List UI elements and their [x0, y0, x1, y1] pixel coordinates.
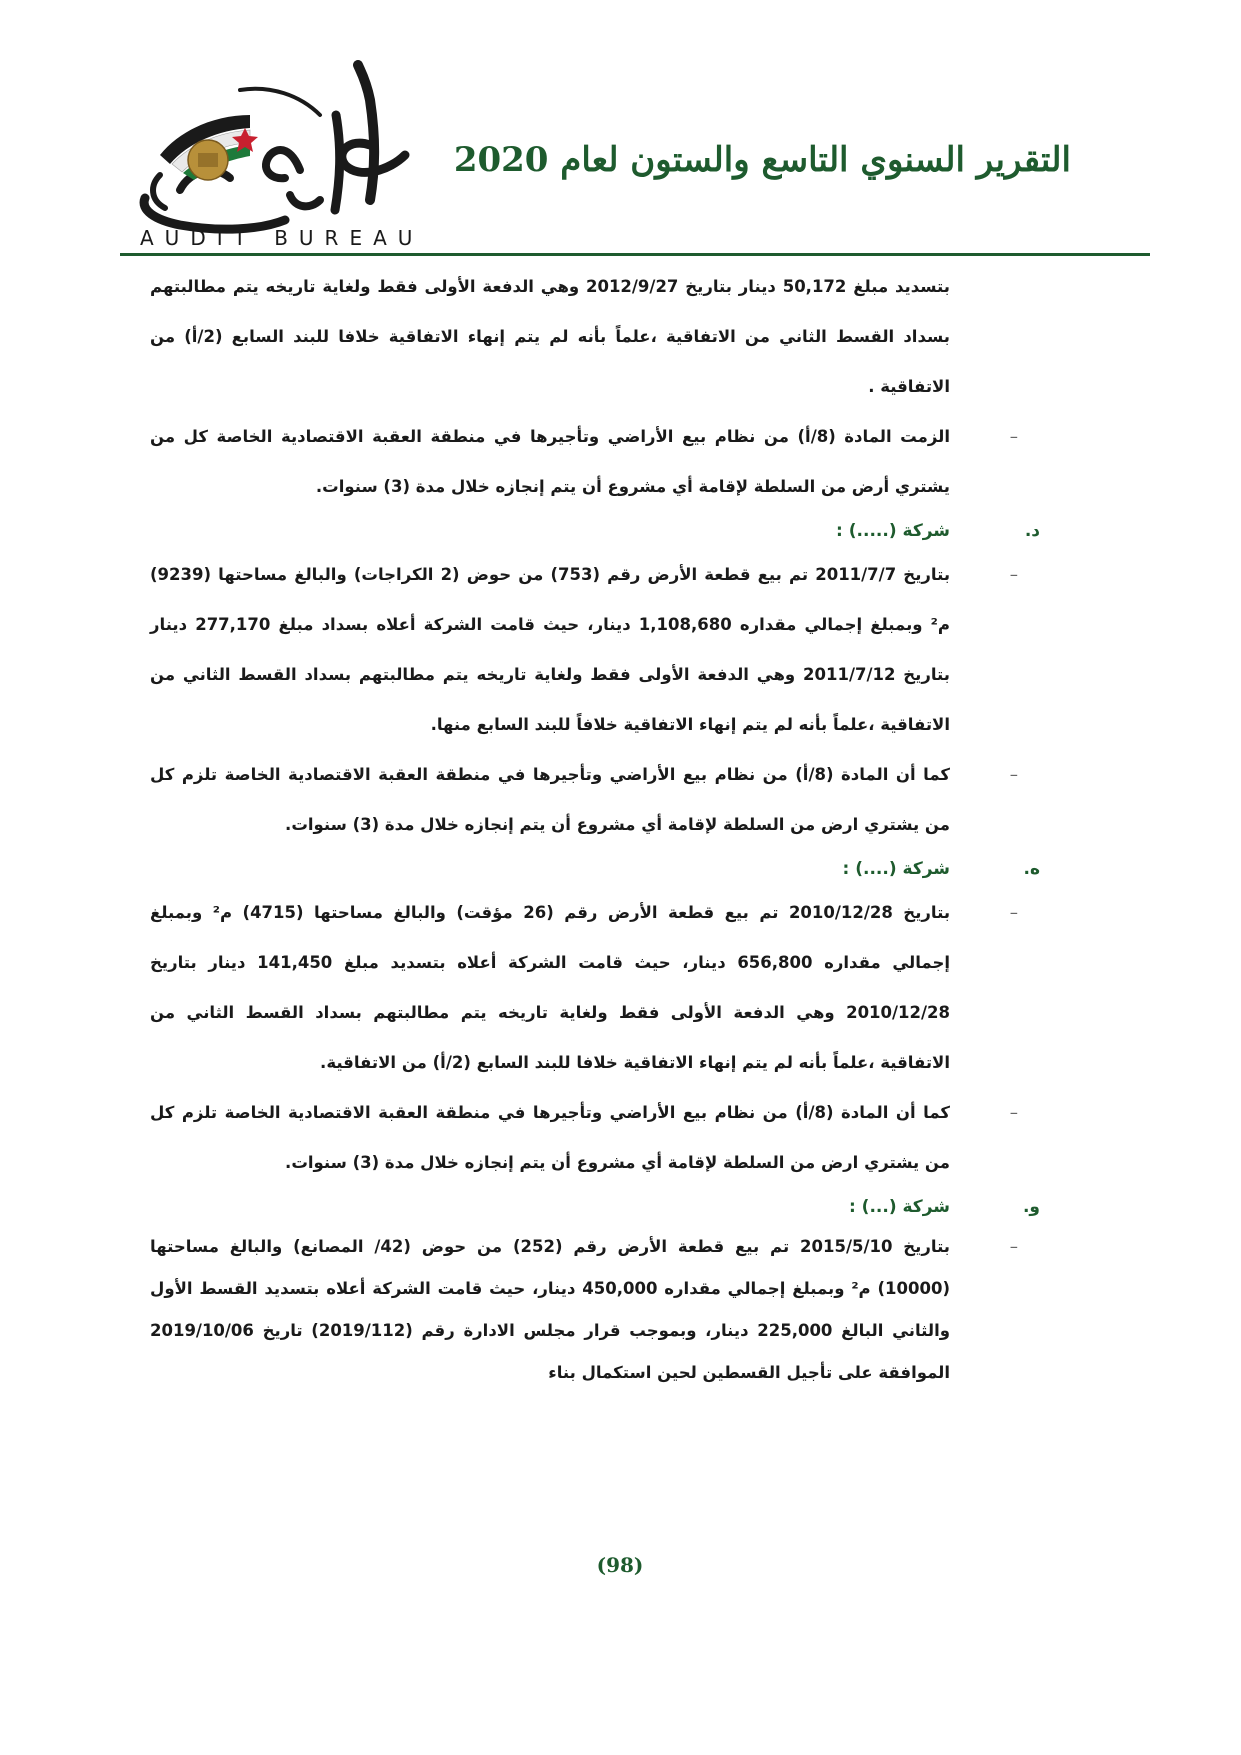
bullet-dash: –	[1009, 765, 1018, 784]
bullet-text: بتاريخ 2015/5/10 تم بيع قطعة الأرض رقم (252) من حوض (42/ المصانع) والبالغ مساحتها (10000) م² وبمبلغ إجمالي مقداره 450,000 دينار، حيث قامت الشركة أعلاه بتسديد القسط الأول والثاني البالغ 225,000 دينار، وبموجب قرار مجلس الادارة رقم (2019/112) تاريخ 2019/10/06 الموافقة على تأجيل القسطين لحين استكمال بناء	[150, 1237, 951, 1382]
section-letter: و.	[1022, 1197, 1040, 1217]
bullet-item	[150, 888, 1018, 1088]
bullet-item	[150, 1088, 1018, 1188]
bullet-dash: –	[1009, 427, 1018, 446]
header-divider	[120, 253, 1150, 256]
report-title: التقرير السنوي التاسع والستون لعام 2020	[453, 140, 1071, 180]
bullet-text: الزمت المادة (8/أ) من نظام بيع الأراضي وتأجيرها في منطقة العقبة الاقتصادية الخاصة كل من يشتري أرض من السلطة لإقامة أي مشروع أن يتم إنجازه خلال مدة (3) سنوات.	[150, 427, 950, 496]
section-label: شركة (.....) :	[836, 521, 950, 541]
bullet-item	[150, 412, 1018, 512]
section-heading-d	[150, 512, 1040, 550]
section-heading-w	[150, 1188, 1040, 1226]
bullet-dash: –	[1009, 903, 1018, 922]
section-letter: د.	[1024, 521, 1040, 541]
page-number: (98)	[596, 1553, 644, 1577]
logo-caption: AUDIT BUREAU	[140, 226, 424, 250]
bullet-item	[150, 750, 1018, 850]
section-label: شركة (....) :	[842, 859, 950, 879]
bullet-item	[150, 1226, 1018, 1394]
bullet-dash: –	[1009, 1103, 1018, 1122]
bullet-text: كما أن المادة (8/أ) من نظام بيع الأراضي وتأجيرها في منطقة العقبة الاقتصادية الخاصة تلزم كل من يشتري ارض من السلطة لإقامة أي مشروع أن يتم إنجازه خلال مدة (3) سنوات.	[150, 765, 950, 834]
audit-bureau-logo	[120, 60, 424, 250]
bullet-item	[150, 550, 1018, 750]
paragraph-continuation: بتسديد مبلغ 50,172 دينار بتاريخ 2012/9/27 وهي الدفعة الأولى فقط ولغاية تاريخه يتم مطالبتهم بسداد القسط الثاني من الاتفاقية ،علماً بأنه لم يتم إنهاء الاتفاقية خلافا للبند السابع (2/أ) من الاتفاقية .	[150, 277, 950, 396]
section-heading-e	[150, 850, 1040, 888]
report-body	[150, 262, 1040, 1394]
bullet-dash: –	[1009, 565, 1018, 584]
bullet-text: بتاريخ 2010/12/28 تم بيع قطعة الأرض رقم (26 مؤقت) والبالغ مساحتها (4715) م² وبمبلغ إجمالي مقداره 656,800 دينار، حيث قامت الشركة أعلاه بتسديد مبلغ 141,450 دينار بتاريخ 2010/12/28 وهي الدفعة الأولى فقط ولغاية تاريخه يتم مطالبتهم بسداد القسط الثاني من الاتفاقية ،علماً بأنه لم يتم إنهاء الاتفاقية خلافا للبند السابع (2/أ) من الاتفاقية.	[150, 903, 951, 1072]
bullet-dash: –	[1009, 1237, 1018, 1256]
bullet-text: بتاريخ 2011/7/7 تم بيع قطعة الأرض رقم (753) من حوض (2 الكراجات) والبالغ مساحتها (9239) م² وبمبلغ إجمالي مقداره 1,108,680 دينار، حيث قامت الشركة أعلاه بسداد مبلغ 277,170 دينار بتاريخ 2011/7/12 وهي الدفعة الأولى فقط ولغاية تاريخه يتم مطالبتهم بسداد القسط الثاني من الاتفاقية ،علماً بأنه لم يتم إنهاء الاتفاقية خلافاً للبند السابع منها.	[150, 565, 951, 734]
section-label: شركة (...) :	[848, 1197, 950, 1217]
section-letter: ه.	[1023, 859, 1040, 879]
page-header	[0, 0, 1241, 260]
bullet-text: كما أن المادة (8/أ) من نظام بيع الأراضي وتأجيرها في منطقة العقبة الاقتصادية الخاصة تلزم كل من يشتري ارض من السلطة لإقامة أي مشروع أن يتم إنجازه خلال مدة (3) سنوات.	[150, 1103, 950, 1172]
